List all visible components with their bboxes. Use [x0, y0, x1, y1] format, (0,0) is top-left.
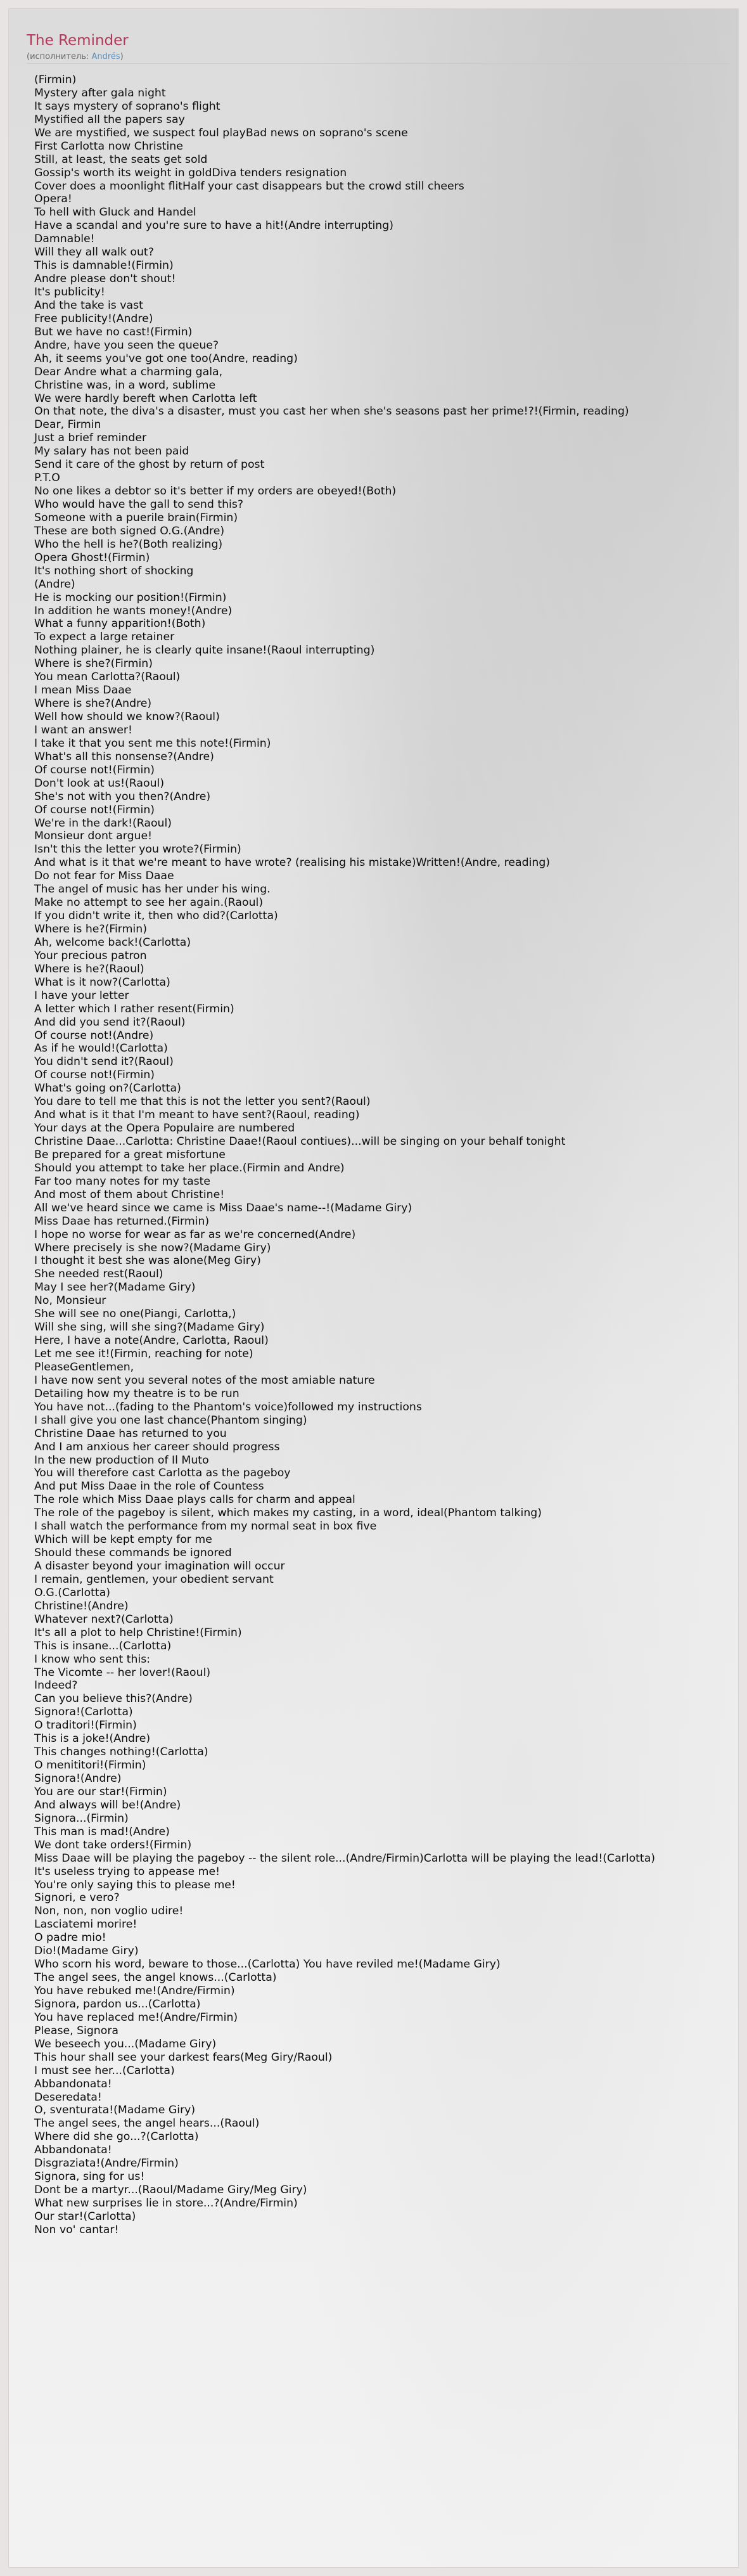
- lyric-line: I take it that you sent me this note!(Firmin): [34, 737, 271, 750]
- lyric-line: And the take is vast: [34, 299, 143, 312]
- lyric-line: A disaster beyond your imagination will occur: [34, 1560, 285, 1573]
- lyric-line: The role of the pageboy is silent, which makes my casting, in a word, ideal(Phantom talking): [34, 1507, 542, 1520]
- lyric-line: Send it care of the ghost by return of post: [34, 458, 265, 472]
- lyric-line: We beseech you...(Madame Giry): [34, 2037, 217, 2051]
- lyric-line: On that note, the diva's a disaster, must you cast her when she's seasons past her prime!?!(Firmin, reading): [34, 405, 629, 418]
- lyric-line: Of course not!(Andre): [34, 1029, 154, 1042]
- lyric-line: The role which Miss Daae plays calls for charm and appeal: [34, 1493, 355, 1507]
- lyric-line: Let me see it!(Firmin, reaching for note): [34, 1348, 253, 1360]
- lyric-line: Dear, Firmin: [34, 418, 101, 432]
- lyric-line: Miss Daae will be playing the pageboy -- the silent role...(Andre/Firmin)Carlotta will be playing the lead!(Carlotta): [34, 1852, 656, 1865]
- lyric-line: Disgraziata!(Andre/Firmin): [34, 2157, 179, 2170]
- lyric-line: Christine Daae...Carlotta: Christine Daae!(Raoul contiues)...will be singing on your behalf tonight: [34, 1135, 566, 1148]
- lyric-line: But we have no cast!(Firmin): [34, 325, 193, 338]
- lyric-line: You will therefore cast Carlotta as the pageboy: [34, 1467, 291, 1480]
- lyric-line: I shall watch the performance from my normal seat in box five: [34, 1520, 377, 1533]
- lyric-line: Will she sing, will she sing?(Madame Giry): [34, 1321, 265, 1334]
- lyric-line: Signora, sing for us!: [34, 2170, 145, 2184]
- lyric-line: It says mystery of soprano's flight: [34, 100, 220, 113]
- lyric-line: I have now sent you several notes of the most amiable nature: [34, 1374, 375, 1387]
- lyric-line: Signora, pardon us...(Carlotta): [34, 1997, 201, 2011]
- lyric-line: The angel sees, the angel knows...(Carlotta): [34, 1971, 277, 1985]
- lyric-line: To expect a large retainer: [34, 631, 175, 644]
- lyric-line: It's useless trying to appease me!: [34, 1865, 220, 1878]
- lyrics-text: [34, 74, 747, 2237]
- lyric-line: The Vicomte -- her lover!(Raoul): [34, 1666, 211, 1679]
- lyric-line: Our star!(Carlotta): [34, 2210, 136, 2223]
- lyric-line: Lasciatemi morire!: [34, 1918, 137, 1931]
- lyric-line: The angel of music has her under his wing.: [34, 883, 271, 896]
- lyric-line: Opera!: [34, 193, 72, 206]
- lyric-line: Of course not!(Firmin): [34, 1069, 155, 1082]
- lyric-line: We are mystified, we suspect foul playBad news on soprano's scene: [34, 126, 408, 139]
- header-divider: [27, 63, 730, 64]
- lyric-line: I thought it best she was alone(Meg Giry): [34, 1254, 261, 1268]
- lyric-line: Dear Andre what a charming gala,: [34, 365, 223, 378]
- lyric-line: In the new production of Il Muto: [34, 1453, 209, 1467]
- lyric-line: Cover does a moonlight flitHalf your cast disappears but the crowd still cheers: [34, 179, 464, 193]
- lyric-line: This is damnable!(Firmin): [34, 259, 174, 273]
- lyric-line: You mean Carlotta?(Raoul): [34, 671, 181, 684]
- lyric-line: Indeed?: [34, 1679, 78, 1692]
- lyric-line: O padre mio!: [34, 1931, 106, 1945]
- lyric-line: Where precisely is she now?(Madame Giry): [34, 1241, 271, 1254]
- lyric-line: Miss Daae has returned.(Firmin): [34, 1214, 210, 1228]
- lyric-line: And I am anxious her career should progress: [34, 1440, 280, 1453]
- lyric-line: As if he would!(Carlotta): [34, 1042, 168, 1055]
- lyric-line: Should these commands be ignored: [34, 1547, 232, 1560]
- lyric-line: You dare to tell me that this is not the letter you sent?(Raoul): [34, 1095, 371, 1109]
- lyric-line: Who the hell is he?(Both realizing): [34, 538, 223, 551]
- lyric-line: This is insane...(Carlotta): [34, 1639, 172, 1652]
- lyric-line: We dont take orders!(Firmin): [34, 1838, 192, 1852]
- lyric-line: Still, at least, the seats get sold: [34, 153, 208, 166]
- lyric-line: I remain, gentlemen, your obedient servant: [34, 1573, 274, 1586]
- lyric-line: What is it now?(Carlotta): [34, 976, 170, 989]
- lyric-line: Make no attempt to see her again.(Raoul): [34, 896, 264, 910]
- lyric-line: O menititori!(Firmin): [34, 1759, 146, 1772]
- lyric-line: It's nothing short of shocking: [34, 564, 194, 577]
- lyric-line: All we've heard since we came is Miss Daae's name--!(Madame Giry): [34, 1201, 412, 1214]
- lyric-line: Signori, e vero?: [34, 1891, 120, 1905]
- lyric-line: Do not fear for Miss Daae: [34, 870, 174, 883]
- lyric-line: Far too many notes for my taste: [34, 1175, 211, 1188]
- lyric-line: Christine was, in a word, sublime: [34, 378, 216, 392]
- lyric-line: Isn't this the letter you wrote?(Firmin): [34, 843, 241, 856]
- lyric-line: Mystified all the papers say: [34, 113, 185, 126]
- lyric-line: I mean Miss Daae: [34, 684, 132, 697]
- lyric-line: O traditori!(Firmin): [34, 1719, 137, 1732]
- lyric-line: Christine!(Andre): [34, 1599, 129, 1613]
- lyric-line: This hour shall see your darkest fears(Meg Giry/Raoul): [34, 2051, 333, 2064]
- lyric-line: You have replaced me!(Andre/Firmin): [34, 2011, 238, 2024]
- lyric-line: Should you attempt to take her place.(Firmin and Andre): [34, 1161, 345, 1175]
- lyric-line: And most of them about Christine!: [34, 1188, 225, 1201]
- lyric-line: Can you believe this?(Andre): [34, 1692, 193, 1706]
- lyric-line: Will they all walk out?: [34, 246, 154, 259]
- lyric-line: Free publicity!(Andre): [34, 312, 153, 325]
- lyric-line: The angel sees, the angel hears...(Raoul): [34, 2117, 260, 2130]
- lyric-line: Where did she go...?(Carlotta): [34, 2130, 199, 2144]
- lyric-line: Where is she?(Firmin): [34, 657, 153, 671]
- lyric-line: It's all a plot to help Christine!(Firmin): [34, 1626, 242, 1639]
- lyric-line: You're only saying this to please me!: [34, 1878, 236, 1891]
- lyric-line: These are both signed O.G.(Andre): [34, 524, 225, 538]
- lyric-line: Please, Signora: [34, 2024, 119, 2037]
- lyric-line: We're in the dark!(Raoul): [34, 816, 172, 830]
- lyric-line: You didn't send it?(Raoul): [34, 1055, 174, 1069]
- lyric-line: Have a scandal and you're sure to have a hit!(Andre interrupting): [34, 219, 393, 233]
- lyric-line: And always will be!(Andre): [34, 1798, 181, 1812]
- artist-link[interactable]: Andrés: [91, 52, 120, 61]
- lyric-line: What new surprises lie in store...?(Andre/Firmin): [34, 2197, 298, 2210]
- performer-line: [27, 52, 724, 62]
- lyric-line: Just a brief reminder: [34, 432, 147, 445]
- lyric-line: She needed rest(Raoul): [34, 1268, 163, 1281]
- lyric-line: Ah, welcome back!(Carlotta): [34, 936, 191, 949]
- lyric-line: Someone with a puerile brain(Firmin): [34, 511, 238, 524]
- lyric-line: PleaseGentlemen,: [34, 1360, 134, 1374]
- lyric-line: If you didn't write it, then who did?(Carlotta): [34, 910, 278, 923]
- lyric-line: Dio!(Madame Giry): [34, 1945, 139, 1958]
- lyric-line: Abbandonata!: [34, 2077, 112, 2090]
- lyric-line: (Firmin): [34, 74, 77, 86]
- lyric-line: Be prepared for a great misfortune: [34, 1148, 226, 1161]
- lyric-line: And what is it that I'm meant to have sent?(Raoul, reading): [34, 1109, 360, 1122]
- lyric-line: First Carlotta now Christine: [34, 139, 183, 153]
- lyric-line: Ah, it seems you've got one too(Andre, reading): [34, 352, 298, 365]
- lyric-line: Whatever next?(Carlotta): [34, 1613, 174, 1626]
- lyric-line: You have not...(fading to the Phantom's voice)followed my instructions: [34, 1400, 422, 1414]
- lyric-line: Gossip's worth its weight in goldDiva tenders resignation: [34, 166, 347, 179]
- lyric-line: This man is mad!(Andre): [34, 1825, 170, 1838]
- lyrics-page: [9, 9, 738, 2567]
- lyric-line: And put Miss Daae in the role of Countess: [34, 1480, 264, 1493]
- lyric-line: Monsieur dont argue!: [34, 830, 153, 843]
- lyric-line: Deseredata!: [34, 2090, 102, 2104]
- lyric-line: Of course not!(Firmin): [34, 803, 155, 816]
- lyric-line: A letter which I rather resent(Firmin): [34, 1002, 234, 1015]
- lyric-line: This changes nothing!(Carlotta): [34, 1746, 208, 1759]
- lyric-line: To hell with Gluck and Handel: [34, 206, 196, 219]
- lyric-line: It's publicity!: [34, 286, 105, 299]
- lyric-line: Andre, have you seen the queue?: [34, 338, 219, 352]
- lyric-line: Who would have the gall to send this?: [34, 498, 244, 511]
- lyric-line: She's not with you then?(Andre): [34, 790, 211, 803]
- lyric-line: What's all this nonsense?(Andre): [34, 750, 214, 763]
- lyric-line: Here, I have a note(Andre, Carlotta, Raoul): [34, 1334, 269, 1348]
- lyric-line: Of course not!(Firmin): [34, 763, 155, 776]
- lyric-line: Well how should we know?(Raoul): [34, 711, 220, 723]
- lyric-line: (Andre): [34, 577, 75, 591]
- lyric-line: Opera Ghost!(Firmin): [34, 551, 150, 564]
- lyric-line: She will see no one(Piangi, Carlotta,): [34, 1308, 236, 1321]
- lyric-line: Andre please don't shout!: [34, 273, 176, 286]
- lyric-line: This is a joke!(Andre): [34, 1732, 151, 1746]
- lyric-line: May I see her?(Madame Giry): [34, 1281, 196, 1294]
- lyric-line: Christine Daae has returned to you: [34, 1427, 227, 1440]
- lyric-line: What a funny apparition!(Both): [34, 617, 206, 631]
- lyric-line: Damnable!: [34, 233, 95, 246]
- lyric-line: Where is he?(Raoul): [34, 962, 144, 976]
- lyric-line: You have rebuked me!(Andre/Firmin): [34, 1985, 235, 1997]
- lyric-line: O, sventurata!(Madame Giry): [34, 2104, 196, 2117]
- lyric-line: Which will be kept empty for me: [34, 1533, 212, 1547]
- lyric-line: I want an answer!: [34, 723, 132, 737]
- lyric-line: And did you send it?(Raoul): [34, 1015, 186, 1029]
- lyric-line: I must see her...(Carlotta): [34, 2064, 175, 2077]
- lyric-line: Non vo' cantar!: [34, 2223, 119, 2236]
- lyric-line: Your precious patron: [34, 949, 147, 962]
- lyric-line: Non, non, non voglio udire!: [34, 1905, 184, 1918]
- lyric-line: And what is it that we're meant to have wrote? (realising his mistake)Written!(Andre, reading): [34, 856, 551, 870]
- lyric-line: Who scorn his word, beware to those...(Carlotta) You have reviled me!(Madame Giry): [34, 1958, 501, 1971]
- lyric-line: P.T.O: [34, 472, 60, 485]
- lyric-line: In addition he wants money!(Andre): [34, 604, 233, 617]
- lyric-line: Signora!(Carlotta): [34, 1706, 133, 1719]
- lyric-line: He is mocking our position!(Firmin): [34, 591, 227, 604]
- lyric-line: Signora...(Firmin): [34, 1812, 129, 1825]
- lyric-line: O.G.(Carlotta): [34, 1586, 111, 1599]
- performer-prefix: (исполнитель:: [27, 52, 92, 61]
- lyric-line: Detailing how my theatre is to be run: [34, 1387, 239, 1400]
- lyric-line: Mystery after gala night: [34, 86, 166, 100]
- lyric-line: Where is he?(Firmin): [34, 923, 147, 936]
- lyric-line: Dont be a martyr...(Raoul/Madame Giry/Meg Giry): [34, 2184, 307, 2197]
- song-header: [27, 32, 724, 62]
- lyric-line: Don't look at us!(Raoul): [34, 776, 165, 790]
- lyric-line: Your days at the Opera Populaire are numbered: [34, 1122, 295, 1135]
- lyric-line: No one likes a debtor so it's better if my orders are obeyed!(Both): [34, 485, 397, 498]
- lyric-line: I hope no worse for wear as far as we're concerned(Andre): [34, 1228, 356, 1241]
- lyric-line: My salary has not been paid: [34, 445, 189, 458]
- lyric-line: Signora!(Andre): [34, 1772, 122, 1785]
- lyric-line: No, Monsieur: [34, 1294, 106, 1308]
- lyric-line: Nothing plainer, he is clearly quite insane!(Raoul interrupting): [34, 644, 375, 657]
- song-title: The Reminder: [27, 32, 129, 49]
- lyric-line: Abbandonata!: [34, 2144, 112, 2157]
- lyric-line: I know who sent this:: [34, 1652, 151, 1666]
- lyric-line: Where is she?(Andre): [34, 697, 152, 711]
- lyric-line: You are our star!(Firmin): [34, 1785, 167, 1798]
- lyric-line: I shall give you one last chance(Phantom singing): [34, 1414, 307, 1427]
- lyric-line: What's going on?(Carlotta): [34, 1082, 181, 1095]
- lyric-line: We were hardly bereft when Carlotta left: [34, 392, 257, 405]
- lyric-line: I have your letter: [34, 989, 129, 1002]
- performer-suffix: ): [120, 52, 124, 61]
